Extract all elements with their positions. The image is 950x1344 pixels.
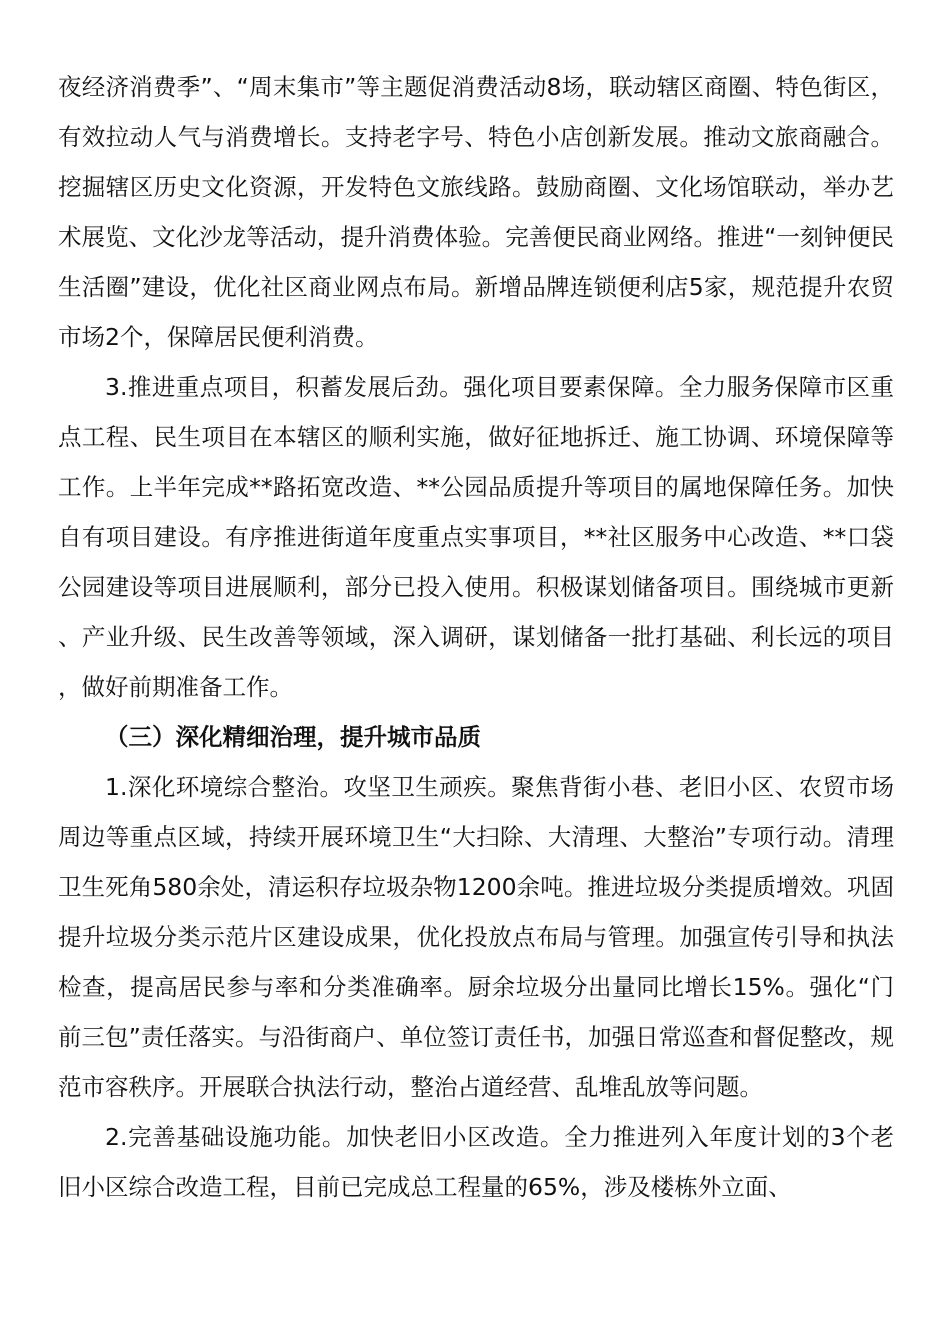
- body-paragraph: 夜经济消费季”、“周末集市”等主题促消费活动8场，联动辖区商圈、特色街区，有效拉动人气与消费增长。支持老字号、特色小店创新发展。推动文旅商融合。挖掘辖区历史文化资源，开发特色文旅线路。鼓励商圈、文化场馆联动，举办艺术展览、文化沙龙等活动，提升消费体验。完善便民商业网络。推进“一刻钟便民生活圈”建设，优化社区商业网点布局。新增品牌连锁便利店5家，规范提升农贸市场2个，保障居民便利消费。: [58, 73, 894, 351]
- body-paragraph: 2.完善基础设施功能。加快老旧小区改造。全力推进列入年度计划的3个老旧小区综合改造工程，目前已完成总工程量的65%，涉及楼栋外立面、: [58, 1123, 894, 1201]
- body-paragraph: 1.深化环境综合整治。攻坚卫生顽疾。聚焦背街小巷、老旧小区、农贸市场周边等重点区域，持续开展环境卫生“大扫除、大清理、大整治”专项行动。清理卫生死角580余处，清运积存垃圾杂物1200余吨。推进垃圾分类提质增效。巩固提升垃圾分类示范片区建设成果，优化投放点布局与管理。加强宣传引导和执法检查，提高居民参与率和分类准确率。厨余垃圾分出量同比增长15%。强化“门前三包”责任落实。与沿街商户、单位签订责任书，加强日常巡查和督促整改，规范市容秩序。开展联合执法行动，整治占道经营、乱堆乱放等问题。: [58, 773, 894, 1101]
- document-page: [58, 62, 894, 1212]
- body-paragraph: 3.推进重点项目，积蓄发展后劲。强化项目要素保障。全力服务保障市区重点工程、民生项目在本辖区的顺利实施，做好征地拆迁、施工协调、环境保障等工作。上半年完成**路拓宽改造、**公园品质提升等项目的属地保障任务。加快自有项目建设。有序推进街道年度重点实事项目，**社区服务中心改造、**口袋公园建设等项目进展顺利，部分已投入使用。积极谋划储备项目。围绕城市更新、产业升级、民生改善等领域，深入调研，谋划储备一批打基础、利长远的项目，做好前期准备工作。: [58, 373, 894, 701]
- section-heading: （三）深化精细治理，提升城市品质: [105, 723, 481, 751]
